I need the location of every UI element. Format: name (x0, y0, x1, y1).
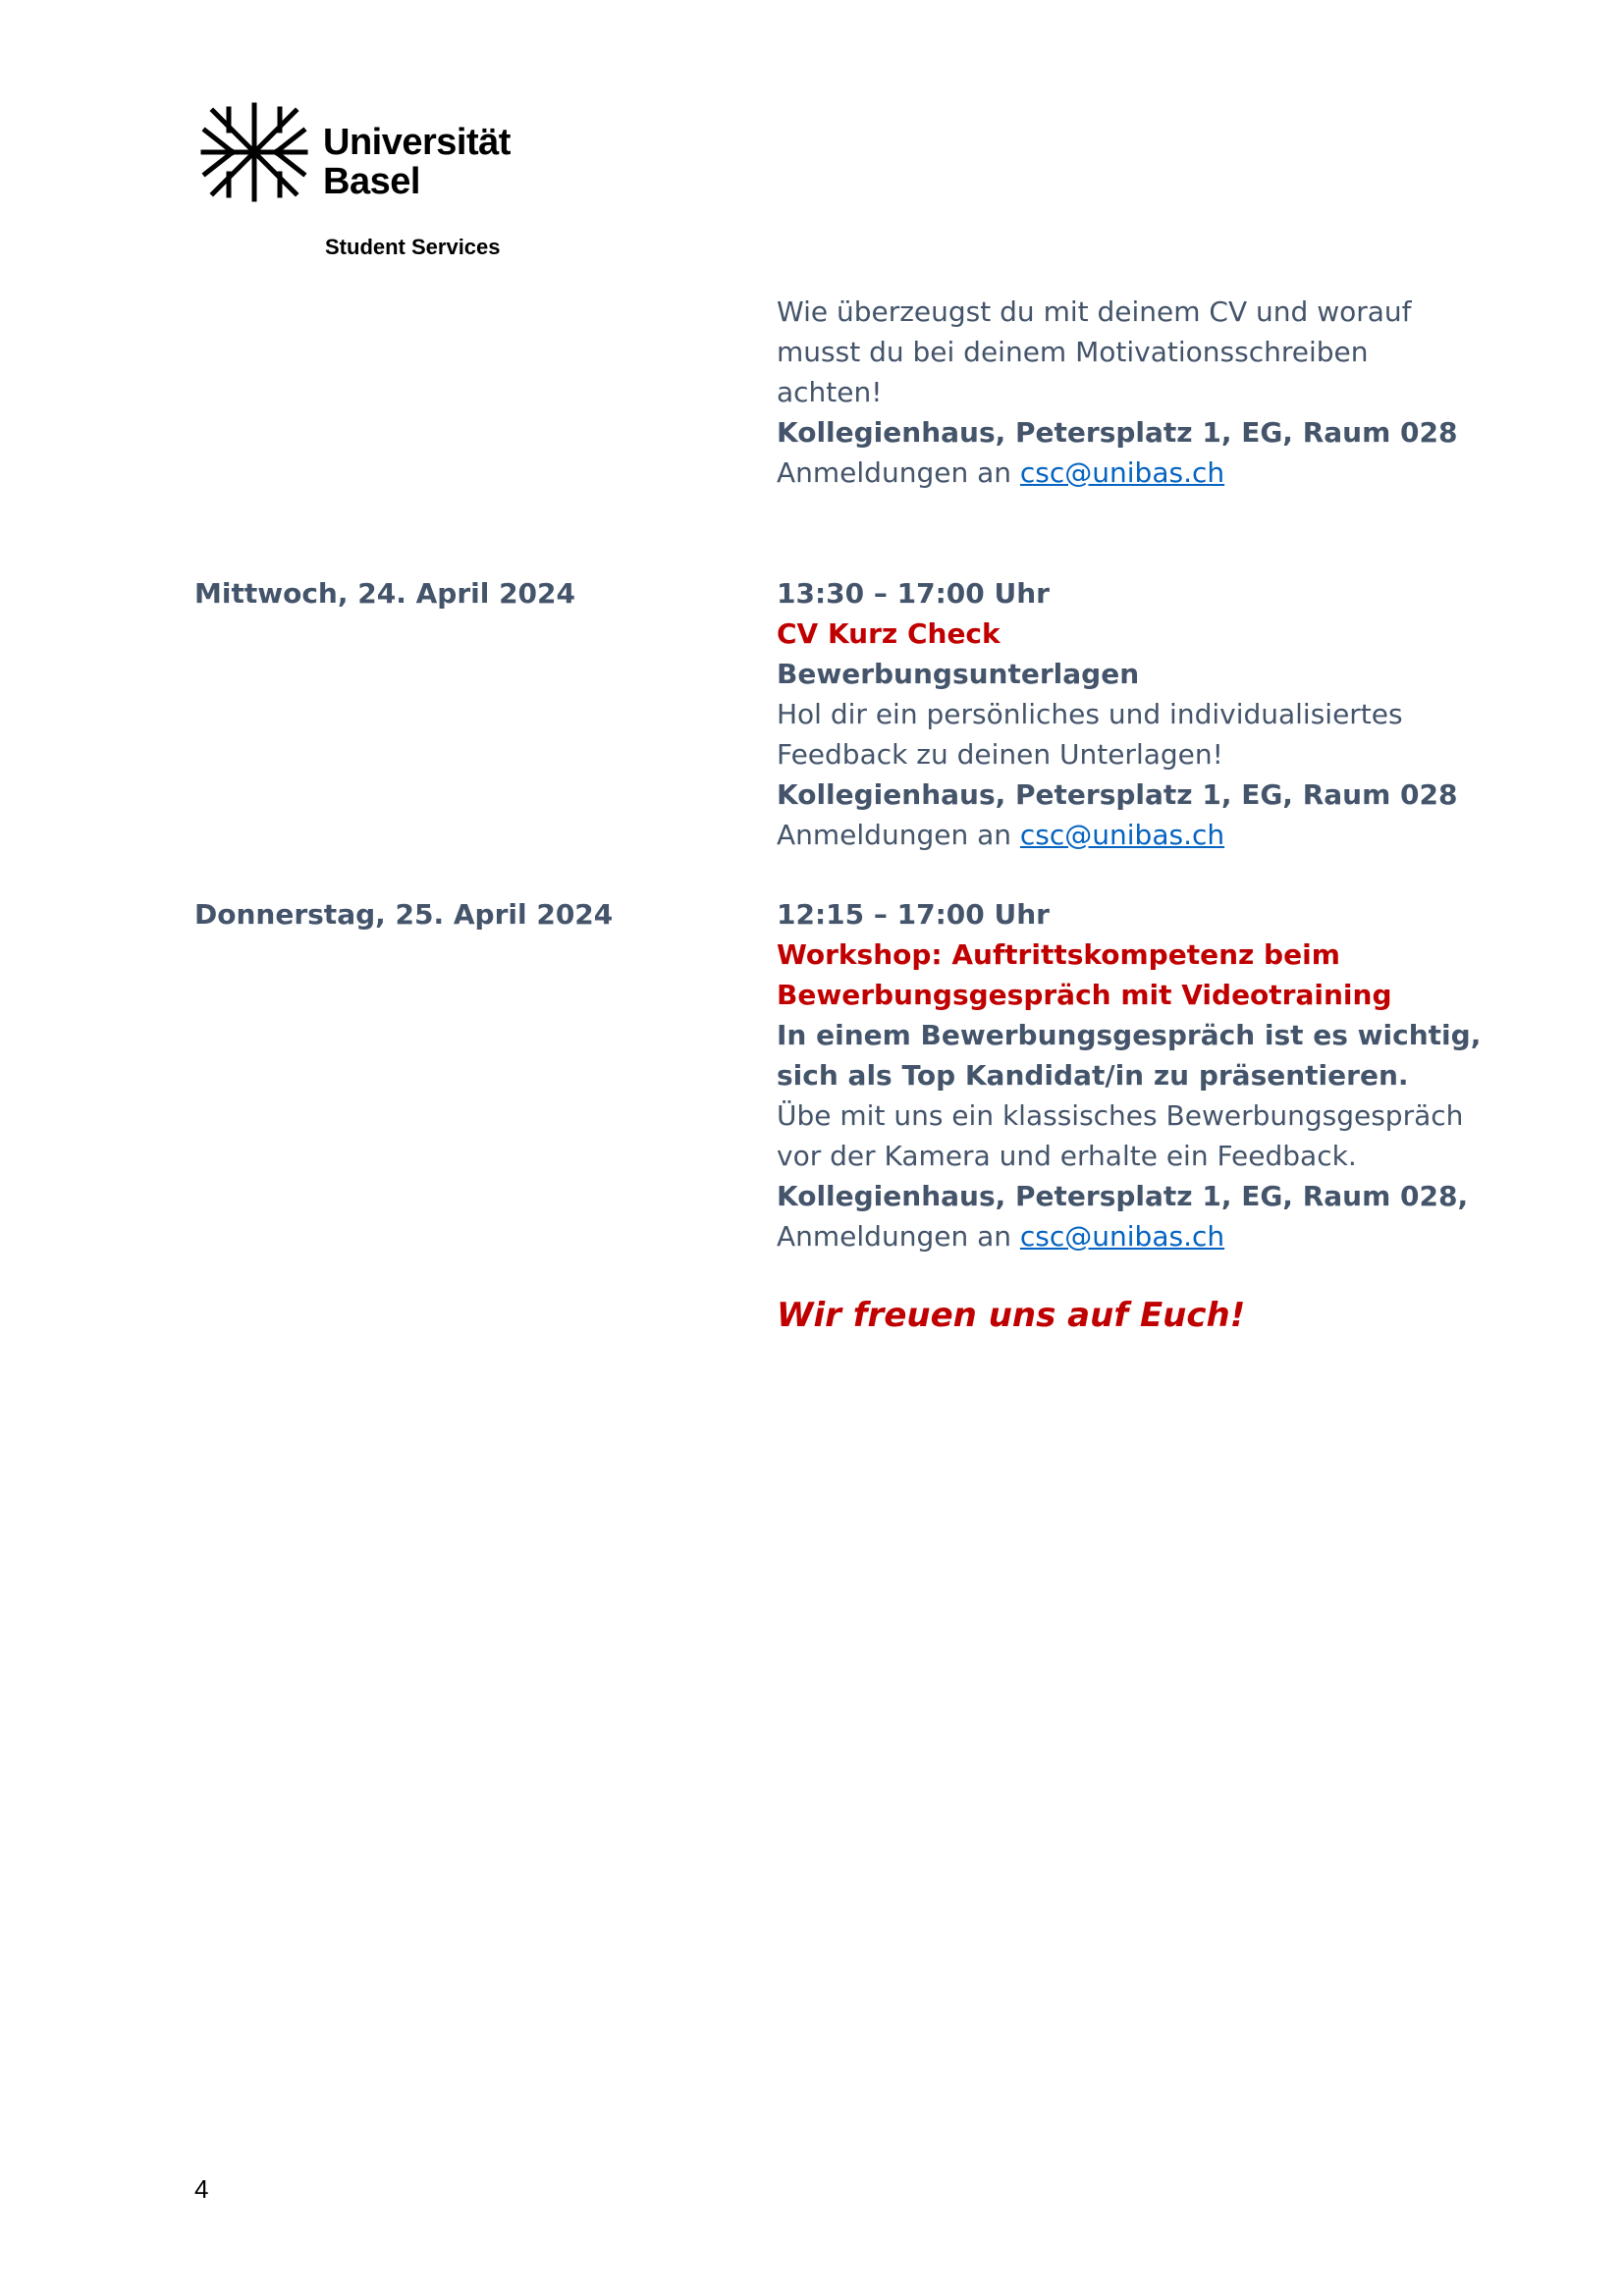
registration-prefix: Anmeldungen an (777, 456, 1020, 489)
event-date (194, 894, 613, 934)
department-label: Student Services (325, 235, 501, 259)
event-registration (777, 1216, 1484, 1256)
event-title-line: Bewerbungsgespräch mit Videotraining (777, 979, 1392, 1011)
event-location: Kollegienhaus, Petersplatz 1, EG, Raum 028 (777, 778, 1458, 811)
event-date-text: Donnerstag, 25. April 2024 (194, 898, 614, 931)
basel-star-logo-icon (199, 101, 309, 203)
event-details (777, 573, 1484, 855)
event-description-line: Feedback zu deinen Unterlagen! (777, 738, 1223, 771)
email-link[interactable]: csc@unibas.ch (1019, 1220, 1225, 1253)
registration-prefix: Anmeldungen an (777, 819, 1020, 851)
event-location: Kollegienhaus, Petersplatz 1, EG, Raum 028, (777, 1180, 1469, 1212)
event-lead-line: In einem Bewerbungsgespräch ist es wichtig, (777, 1019, 1482, 1051)
event-time: 13:30 – 17:00 Uhr (777, 577, 1050, 610)
event-title-line: Workshop: Auftrittskompetenz beim (777, 938, 1340, 971)
email-link[interactable]: csc@unibas.ch (1019, 819, 1225, 851)
event-time: 12:15 – 17:00 Uhr (777, 898, 1050, 931)
event-registration (777, 815, 1484, 855)
event-subtitle: Bewerbungsunterlagen (777, 658, 1140, 690)
intro-registration (777, 453, 1484, 493)
closing-message: Wir freuen uns auf Euch! (777, 1296, 1246, 1335)
intro-location: Kollegienhaus, Petersplatz 1, EG, Raum 028 (777, 416, 1458, 449)
intro-event-details (777, 292, 1484, 493)
email-link[interactable]: csc@unibas.ch (1019, 456, 1225, 489)
intro-description-line: achten! (777, 376, 883, 408)
event-description-line: Übe mit uns ein klassisches Bewerbungsgespräch (777, 1099, 1464, 1132)
event-details (777, 894, 1484, 1256)
event-date (194, 573, 575, 614)
intro-description-line: Wie überzeugst du mit deinem CV und worauf (777, 295, 1412, 328)
event-title: CV Kurz Check (777, 617, 1001, 650)
event-description-line: vor der Kamera und erhalte ein Feedback. (777, 1140, 1357, 1172)
registration-prefix: Anmeldungen an (777, 1220, 1020, 1253)
logo-line-2: Basel (323, 161, 420, 202)
intro-description-line: musst du bei deinem Motivationsschreiben (777, 336, 1369, 368)
logo-wordmark (323, 123, 511, 201)
event-description-line: Hol dir ein persönliches und individualisiertes (777, 698, 1403, 730)
logo-line-1: Universität (323, 122, 511, 163)
event-lead-line: sich als Top Kandidat/in zu präsentieren. (777, 1059, 1409, 1092)
page-number: 4 (194, 2174, 209, 2204)
event-date-text: Mittwoch, 24. April 2024 (194, 577, 575, 610)
university-logo (199, 101, 533, 268)
